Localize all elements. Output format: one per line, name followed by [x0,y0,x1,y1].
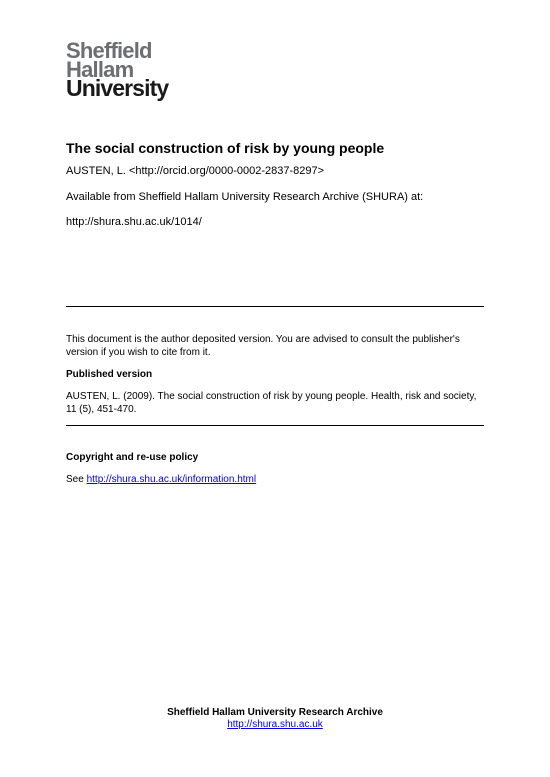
published-version-heading: Published version [66,369,153,380]
logo-line-university: University [66,75,169,101]
divider-bottom [66,425,484,426]
document-title: The social construction of risk by young people [66,140,385,156]
footer-archive-link[interactable]: http://shura.shu.ac.uk [227,719,323,730]
policy-link[interactable]: http://shura.shu.ac.uk/information.html [86,474,257,485]
divider-top [66,306,484,307]
archive-url: http://shura.shu.ac.uk/1014/ [66,216,202,228]
footer-url-wrapper [0,719,550,730]
footer-archive-title: Sheffield Hallam University Research Archive [167,707,383,718]
copyright-see-line [66,474,256,485]
deposit-notice: This document is the author deposited version. You are advised to consult the publisher's version if you wish to cite from it. [66,334,460,358]
see-label: See [66,474,87,485]
author-line: AUSTEN, L. <http://orcid.org/0000-0002-2837-8297> [66,165,325,177]
university-logo [66,38,169,101]
copyright-heading: Copyright and re-use policy [66,452,199,463]
published-citation: AUSTEN, L. (2009). The social construction of risk by young people. Health, risk and society, 11 (5), 451-470. [66,391,477,415]
logo-line-sheffield: Sheffield [66,38,152,63]
logo-line-hallam: Hallam [66,57,134,82]
availability-text: Available from Sheffield Hallam University Research Archive (SHURA) at: [66,191,424,203]
